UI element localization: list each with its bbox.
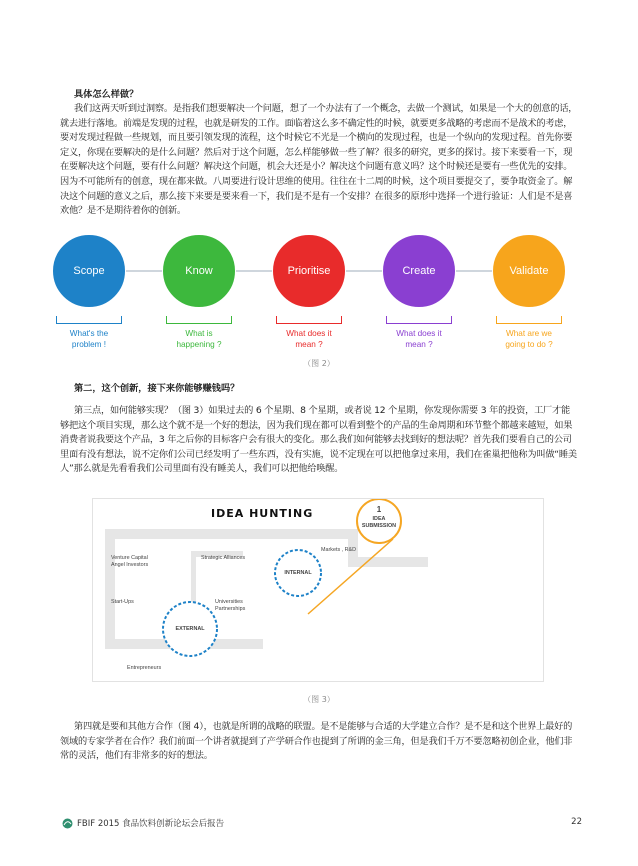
paragraph-3-text: 第四就是要和其他方合作（图 4），也就是所谓的战略的联盟。是不是能够与合适的大学建立合作？是不是和这个世界上最好的领域的专家学者在合作？我们前面一个讲者就提到了产学研合作也提到了所谓的金三角，但是我们千万不要忽略初创企业，他们非常的灵活，他们有非常多的好的想法。 bbox=[60, 721, 573, 762]
figure-caption-3: （图 3） bbox=[303, 695, 335, 704]
label-angel-investors: Angel Investors bbox=[111, 562, 149, 568]
label-universities: Universities bbox=[215, 599, 243, 605]
question-create: What does it mean ? bbox=[396, 329, 442, 349]
step-create: Create bbox=[382, 234, 456, 308]
idea-hunting-diagram bbox=[92, 498, 544, 682]
page-number: 22 bbox=[571, 817, 582, 827]
paragraph-1 bbox=[60, 102, 578, 219]
question-scope: What's the problem ! bbox=[69, 329, 109, 349]
idea-submission-label-2: SUBMISSION bbox=[361, 523, 397, 529]
label-entrepreneurs: Entrepreneurs bbox=[127, 665, 162, 671]
bracket-know bbox=[166, 316, 232, 324]
idea-submission-number: 1 bbox=[376, 505, 382, 514]
bracket-validate bbox=[496, 316, 562, 324]
step-know: Know bbox=[162, 234, 236, 308]
step-prioritise: Prioritise bbox=[272, 234, 346, 308]
process-diagram bbox=[52, 232, 588, 352]
section-heading-2: 第二，这个创新，接下来你能够赚钱吗？ bbox=[74, 383, 240, 394]
paragraph-1-text: 我们这两天听到过洞察。是指我们想要解决一个问题，想了一个办法有了一个概念，去做一个测试，如果是一个大的创意的话，就去进行落地。前端是发现的过程，也就是研发的工作。面临着这么多不确定性的时候，就要更多战略的考虑而不是战术的考虑，要对发现过程做一些规划，而且要引领发现的流程，这个时候它不光是一个横向的发现过程，也是一个纵向的发现过程。首先你要定义，你现在要解决的是什么问题？然后对于这个问题，怎么样能够做一些了解？很多的研究，更多的探讨。接下来要看一下，现在要解决这个问题，要有什么问题？解决这个问题，机会大还是小？解决这个问题有意义吗？这个时候还是要有一些优先的安排。因为不可能所有的创意，现在都来做。八周要进行设计思维的使用。往往在十二周的时候，这个项目要提交了，要争取资金了。解决这个问题的意义之后，那么接下来要是要来看一下，我们是不是有一个安排？在很多的原形中选择一个进行验证：人们是不是喜欢他？是不是期待着你的创新。 bbox=[60, 103, 578, 217]
paragraph-3 bbox=[60, 720, 578, 764]
question-prioritise: What does it mean ? bbox=[286, 329, 332, 349]
label-venture-capital: Venture Capital bbox=[111, 555, 148, 561]
external-label: EXTERNAL bbox=[175, 626, 205, 632]
footer-text: FBIF 2015 食品饮料创新论坛会后报告 bbox=[77, 819, 225, 829]
question-know: What is happening ? bbox=[176, 329, 222, 349]
step-validate: Validate bbox=[492, 234, 566, 308]
label-strategic-alliances: Strategic Alliances bbox=[201, 555, 246, 561]
bracket-scope bbox=[56, 316, 122, 324]
idea-submission-label-1: IDEA bbox=[372, 516, 386, 522]
label-partnerships: Partnerships bbox=[215, 606, 246, 612]
label-start-ups: Start-Ups bbox=[111, 599, 134, 605]
figure-caption-2: （图 2） bbox=[303, 359, 335, 368]
paragraph-2-text: 第三点，如何能够实现？（图 3）如果过去的 6 个星期、8 个星期，或者说 12 个星期，你发现你需要 3 年的投资，工厂才能够把这个项目实现，那么这个就不是一个好的想法，因为我们现在都可以看到整个的产品的生命周期和环节整个都越来越短，如果消费者说我要这个产品，3 年之后你的目标客户会有很大的变化。那么我们如何能够去找到好的想法呢？首先我们要看自己的公司里面有没有想法，说不定你们公司已经发明了一些东西，没有实施，说不定现在可以把他拿过来用，我们在雀巢把他称为叫做“睡美人”那么就是先看看我们公司里面有没有睡美人，我们可以把他给唤醒。 bbox=[60, 405, 577, 475]
idea-hunting-title: IDEA HUNTING bbox=[211, 507, 314, 520]
fbif-logo-icon bbox=[62, 818, 73, 829]
question-validate: What are we going to do ? bbox=[505, 329, 553, 349]
footer bbox=[62, 817, 224, 829]
paragraph-2 bbox=[60, 404, 578, 477]
internal-label: INTERNAL bbox=[284, 570, 312, 576]
section-heading: 具体怎么样做？ bbox=[74, 89, 139, 100]
bracket-create bbox=[386, 316, 452, 324]
step-scope: Scope bbox=[52, 234, 126, 308]
bracket-prioritise bbox=[276, 316, 342, 324]
idea-hunting-graphic bbox=[93, 499, 545, 683]
label-markets-rd: Markets , R&D bbox=[321, 547, 357, 553]
